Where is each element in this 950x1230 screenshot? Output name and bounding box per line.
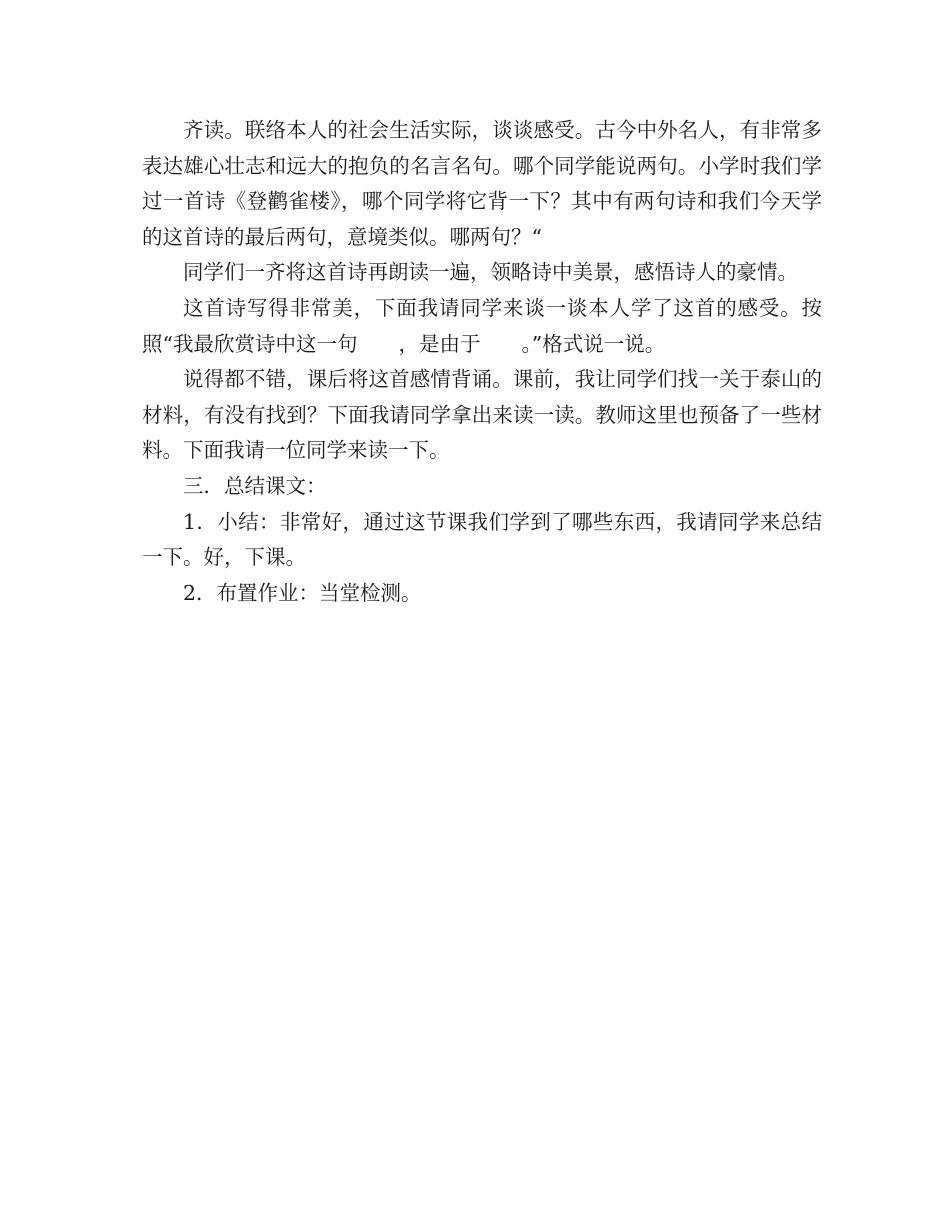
list-item-summary: 1．小结：非常好，通过这节课我们学到了哪些东西，我请同学来总结一下。好，下课。 (142, 509, 822, 570)
list-item-homework: 2．布置作业：当堂检测。 (183, 580, 422, 605)
section-heading-summary: 三．总结课文： (183, 473, 327, 498)
document-body (142, 113, 822, 611)
paragraph-reading-and-quotes: 齐读。联络本人的社会生活实际，谈谈感受。古今中外名人，有非常多表达雄心壮志和远大的抱负的名言名句。哪个同学能说两句。小学时我们学过一首诗《登鹳雀楼》，哪个同学将它背一下？其中有两句诗和我们今天学的这首诗的最后两句，意境类似。哪两句？“ (142, 118, 822, 249)
paragraph-reread-poem: 同学们一齐将这首诗再朗读一遍，领略诗中美景，感悟诗人的豪情。 (183, 260, 798, 285)
paragraph-taishan-materials: 说得都不错，课后将这首感情背诵。课前，我让同学们找一关于泰山的材料，有没有找到？下面我请同学拿出来读一读。教师这里也预备了一些材料。下面我请一位同学来读一下。 (142, 367, 822, 463)
paragraph-share-feelings: 这首诗写得非常美，下面我请同学来谈一谈本人学了这首的感受。按照“我最欣赏诗中这一句 ，是由于 。”格式说一说。 (142, 295, 822, 356)
